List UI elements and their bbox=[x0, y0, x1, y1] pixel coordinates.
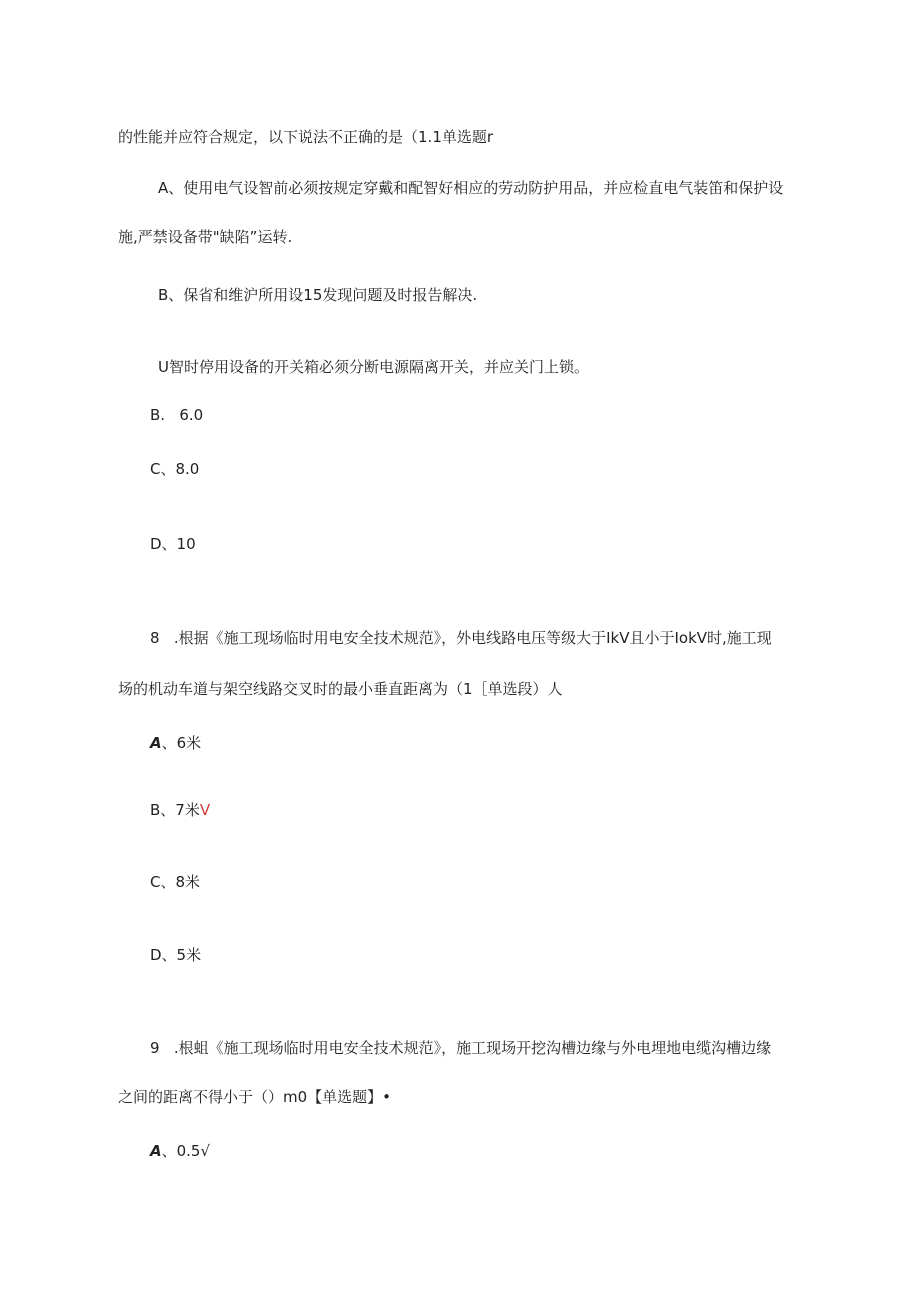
option-text: B、7米 bbox=[150, 801, 200, 819]
question-7-option-c: C、8.0 bbox=[150, 460, 200, 478]
question-9-option-a bbox=[150, 1141, 210, 1161]
question-8-stem-line2: 场的机动车道与架空线路交叉时的最小垂直距离为（1［单选段）人 bbox=[118, 680, 563, 698]
question-8-option-b bbox=[150, 800, 210, 820]
question-7-option-b: B. 6.0 bbox=[150, 406, 204, 424]
question-7-statement-c: U智时停用设备的开关箱必须分断电源隔离开关，并应关门上锁。 bbox=[158, 358, 589, 376]
question-9-stem-line1: 9 .根蛆《施工现场临时用电安全技术规范》，施工现场开挖沟槽边缘与外电埋地电缆沟槽边缘 bbox=[150, 1039, 772, 1057]
question-8-option-a bbox=[150, 733, 201, 753]
question-7-statement-a-line1: A、使用电气设智前必须按规定穿戴和配智好相应的劳动防护用品，并应检直电气装笛和保护设 bbox=[158, 179, 784, 197]
option-letter: A bbox=[150, 734, 162, 752]
answer-check-mark: V bbox=[199, 801, 211, 819]
question-7-stem-tail: 的性能并应符合规定，以下说法不正确的是（1.1单选题r bbox=[118, 128, 494, 146]
option-text: 、6米 bbox=[161, 734, 202, 752]
question-7-statement-a-line2: 施,严禁设备带"缺陷”运转. bbox=[118, 228, 293, 246]
option-letter: A bbox=[150, 1142, 162, 1160]
question-8-option-c: C、8米 bbox=[150, 873, 201, 891]
option-text: 、0.5√ bbox=[161, 1142, 211, 1160]
question-7-option-d: D、10 bbox=[150, 535, 196, 553]
question-9-stem-line2: 之间的距离不得小于（）m0【单选题】• bbox=[118, 1088, 392, 1106]
question-8-stem-line1: 8 .根据《施工现场临时用电安全技术规范》，外电线路电压等级大于IkV且小于IokV时,施工现 bbox=[150, 629, 772, 647]
question-7-statement-b: B、保省和维沪所用设15发现问题及时报告解决. bbox=[158, 286, 478, 304]
question-8-option-d: D、5米 bbox=[150, 946, 202, 964]
